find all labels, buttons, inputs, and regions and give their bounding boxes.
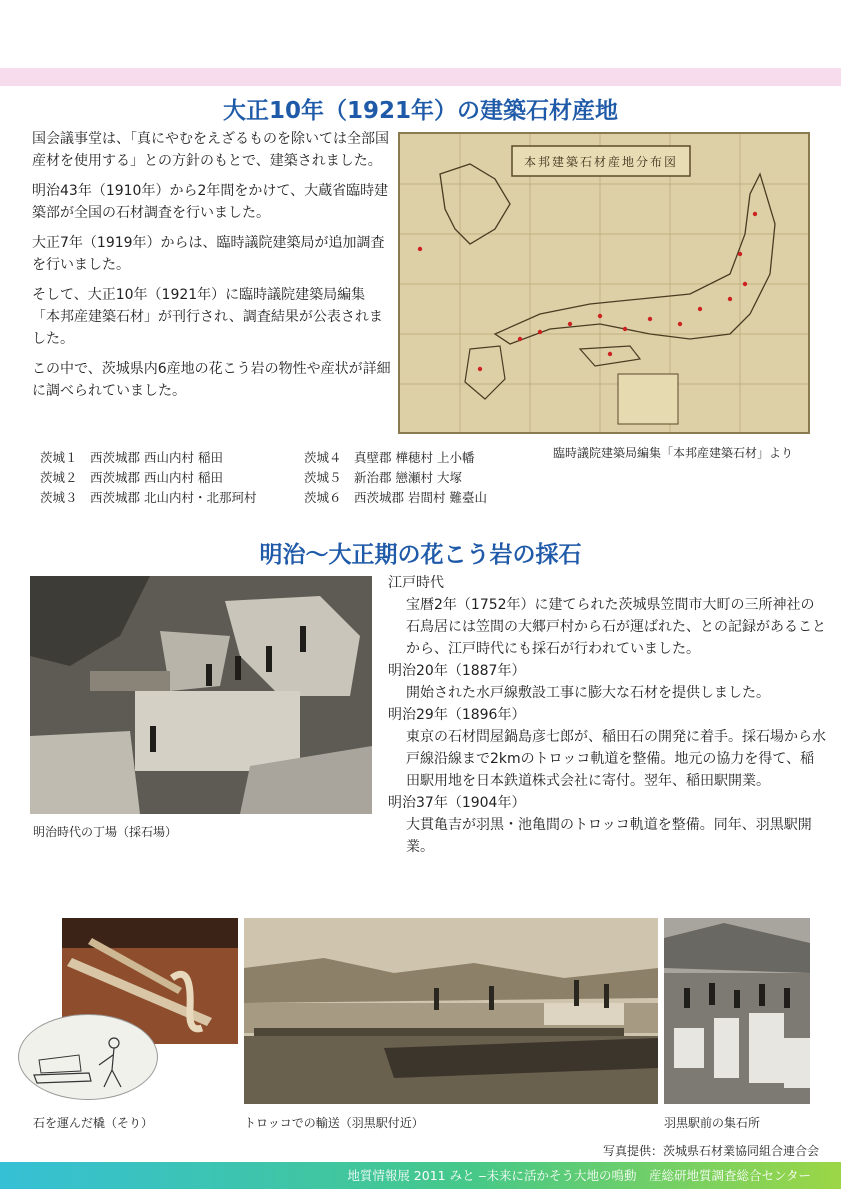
sled-sketch bbox=[18, 1014, 158, 1100]
history-description: 大貫亀吉が羽黒・池亀間のトロッコ軌道を整備。同年、羽黒駅開業。 bbox=[406, 817, 812, 855]
history-timeline bbox=[388, 572, 828, 858]
intro-text bbox=[32, 128, 392, 410]
site-item: 茨城６ 西茨城郡 岩間村 難臺山 bbox=[304, 490, 487, 505]
intro-paragraph-3: 大正7年（1919年）からは、臨時議院建築局が追加調査を行いました。 bbox=[32, 235, 385, 273]
quarry-illustration bbox=[30, 576, 372, 814]
intro-paragraph-5: この中で、茨城県内6産地の花こう岩の物性や産状が詳細に調べられていました。 bbox=[32, 361, 391, 399]
quarry-caption: 明治時代の丁場（採石場） bbox=[33, 825, 178, 839]
photo-credit: 写真提供：茨城県石材業協同組合連合会 bbox=[602, 1144, 819, 1158]
history-era: 明治29年（1896年） bbox=[388, 707, 526, 723]
map-title-label: 本邦建築石材産地分布図 bbox=[523, 155, 678, 169]
site-item: 茨城３ 西茨城郡 北山内村・北那珂村 bbox=[40, 490, 257, 505]
sled-sketch-illustration bbox=[19, 1015, 158, 1100]
section2-title: 明治〜大正期の花こう岩の採石 bbox=[259, 542, 582, 568]
top-accent-bar bbox=[0, 68, 841, 86]
site-item: 茨城４ 真壁郡 樺穂村 上小幡 bbox=[304, 450, 475, 465]
station-caption: 羽黒駅前の集石所 bbox=[664, 1116, 761, 1130]
history-description: 宝暦2年（1752年）に建てられた茨城県笠間市大町の三所神社の石鳥居には笠間の大郷戸村から石が運ばれた、との記録があることから、江戸時代にも採石が行われていました。 bbox=[406, 597, 826, 657]
trolley-caption: トロッコでの輸送（羽黒駅付近） bbox=[244, 1116, 424, 1130]
footer-bar: 地質情報展 2011 みと ‒未来に活かそう大地の鳴動 産総研地質調査総合センター bbox=[0, 1162, 841, 1189]
trolley-illustration bbox=[244, 918, 658, 1104]
history-era: 江戸時代 bbox=[388, 575, 444, 591]
section1-title: 大正10年（1921年）の建築石材産地 bbox=[222, 98, 619, 124]
map-caption: 臨時議院建築局編集「本邦産建築石材」より bbox=[553, 446, 794, 460]
intro-paragraph-4: そして、大正10年（1921年）に臨時議院建築局編集「本邦産建築石材」が刊行され、調査結果が公表されました。 bbox=[32, 287, 383, 347]
site-item: 茨城５ 新治郡 戀瀬村 大塚 bbox=[304, 470, 462, 485]
sled-caption: 石を運んだ橇（そり） bbox=[33, 1116, 154, 1130]
quarry-photo bbox=[30, 576, 372, 814]
map-illustration bbox=[400, 134, 808, 432]
trolley-photo bbox=[244, 918, 658, 1104]
site-item: 茨城１ 西茨城郡 西山内村 稲田 bbox=[40, 450, 223, 465]
history-description: 開始された水戸線敷設工事に膨大な石材を提供しました。 bbox=[406, 685, 770, 701]
stone-distribution-map bbox=[398, 132, 810, 434]
history-era: 明治37年（1904年） bbox=[388, 795, 526, 811]
history-description: 東京の石材問屋鍋島彦七郎が、稲田石の開発に着手。採石場から水戸線沿線まで2kmのトロッコ軌道を整備。地元の協力を得て、稲田駅用地を日本鉄道株式会社に寄付。翌年、稲田駅開業。 bbox=[406, 729, 826, 789]
site-item: 茨城２ 西茨城郡 西山内村 稲田 bbox=[40, 470, 223, 485]
station-photo bbox=[664, 918, 810, 1104]
intro-paragraph-2: 明治43年（1910年）から2年間をかけて、大蔵省臨時建築部が全国の石材調査を行いました。 bbox=[32, 183, 389, 221]
history-era: 明治20年（1887年） bbox=[388, 663, 526, 679]
intro-paragraph-1: 国会議事堂は、「真にやむをえざるものを除いては全部国産材を使用する」との方針のもとで、建築されました。 bbox=[32, 131, 389, 169]
station-illustration bbox=[664, 918, 810, 1104]
